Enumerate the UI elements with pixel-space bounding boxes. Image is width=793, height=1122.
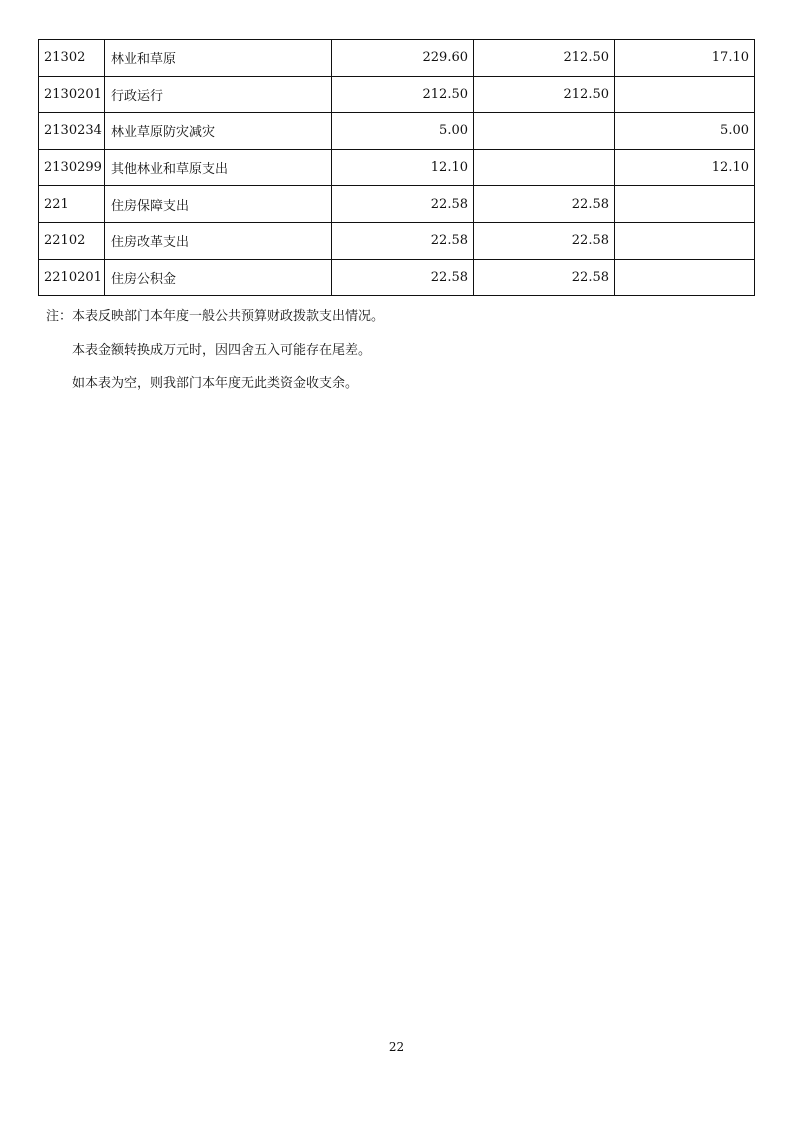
table-row xyxy=(39,259,755,296)
basic-expenditure-cell: 22.58 xyxy=(474,259,615,296)
subject-name-cell: 行政运行 xyxy=(105,76,332,113)
project-expenditure-cell: 5.00 xyxy=(615,113,755,150)
basic-expenditure-cell xyxy=(474,113,615,150)
total-cell: 229.60 xyxy=(332,40,474,77)
total-cell: 5.00 xyxy=(332,113,474,150)
basic-expenditure-cell: 22.58 xyxy=(474,186,615,223)
subject-name-cell: 住房公积金 xyxy=(105,259,332,296)
table-row xyxy=(39,149,755,186)
subject-name-cell: 林业和草原 xyxy=(105,40,332,77)
table-notes xyxy=(46,300,384,401)
total-cell: 12.10 xyxy=(332,149,474,186)
project-expenditure-cell: 17.10 xyxy=(615,40,755,77)
total-cell: 22.58 xyxy=(332,222,474,259)
total-cell: 212.50 xyxy=(332,76,474,113)
project-expenditure-cell xyxy=(615,259,755,296)
subject-name-cell: 其他林业和草原支出 xyxy=(105,149,332,186)
table-row xyxy=(39,186,755,223)
total-cell: 22.58 xyxy=(332,259,474,296)
note-line-scope: 注：本表反映部门本年度一般公共预算财政拨款支出情况。 xyxy=(46,309,385,324)
total-cell: 22.58 xyxy=(332,186,474,223)
subject-code-cell: 21302 xyxy=(39,40,105,77)
subject-name-cell: 住房保障支出 xyxy=(105,186,332,223)
basic-expenditure-cell xyxy=(474,149,615,186)
table-row xyxy=(39,113,755,150)
note-line-rounding: 本表金额转换成万元时，因四舍五入可能存在尾差。 xyxy=(72,342,372,358)
table-row xyxy=(39,222,755,259)
table-row xyxy=(39,76,755,113)
table-row xyxy=(39,40,755,77)
project-expenditure-cell xyxy=(615,186,755,223)
subject-code-cell: 2130234 xyxy=(39,113,105,150)
project-expenditure-cell: 12.10 xyxy=(615,149,755,186)
note-line-empty-table: 如本表为空，则我部门本年度无此类资金收支余。 xyxy=(72,376,359,391)
subject-code-cell: 2130201 xyxy=(39,76,105,113)
page-number: 22 xyxy=(388,1040,405,1054)
basic-expenditure-cell: 212.50 xyxy=(474,40,615,77)
project-expenditure-cell xyxy=(615,222,755,259)
subject-name-cell: 林业草原防灾减灾 xyxy=(105,113,332,150)
subject-code-cell: 2130299 xyxy=(39,149,105,186)
basic-expenditure-cell: 212.50 xyxy=(474,76,615,113)
subject-code-cell: 2210201 xyxy=(39,259,105,296)
subject-code-cell: 221 xyxy=(39,186,105,223)
project-expenditure-cell xyxy=(615,76,755,113)
budget-expenditure-table xyxy=(38,39,755,296)
subject-code-cell: 22102 xyxy=(39,222,105,259)
subject-name-cell: 住房改革支出 xyxy=(105,222,332,259)
basic-expenditure-cell: 22.58 xyxy=(474,222,615,259)
